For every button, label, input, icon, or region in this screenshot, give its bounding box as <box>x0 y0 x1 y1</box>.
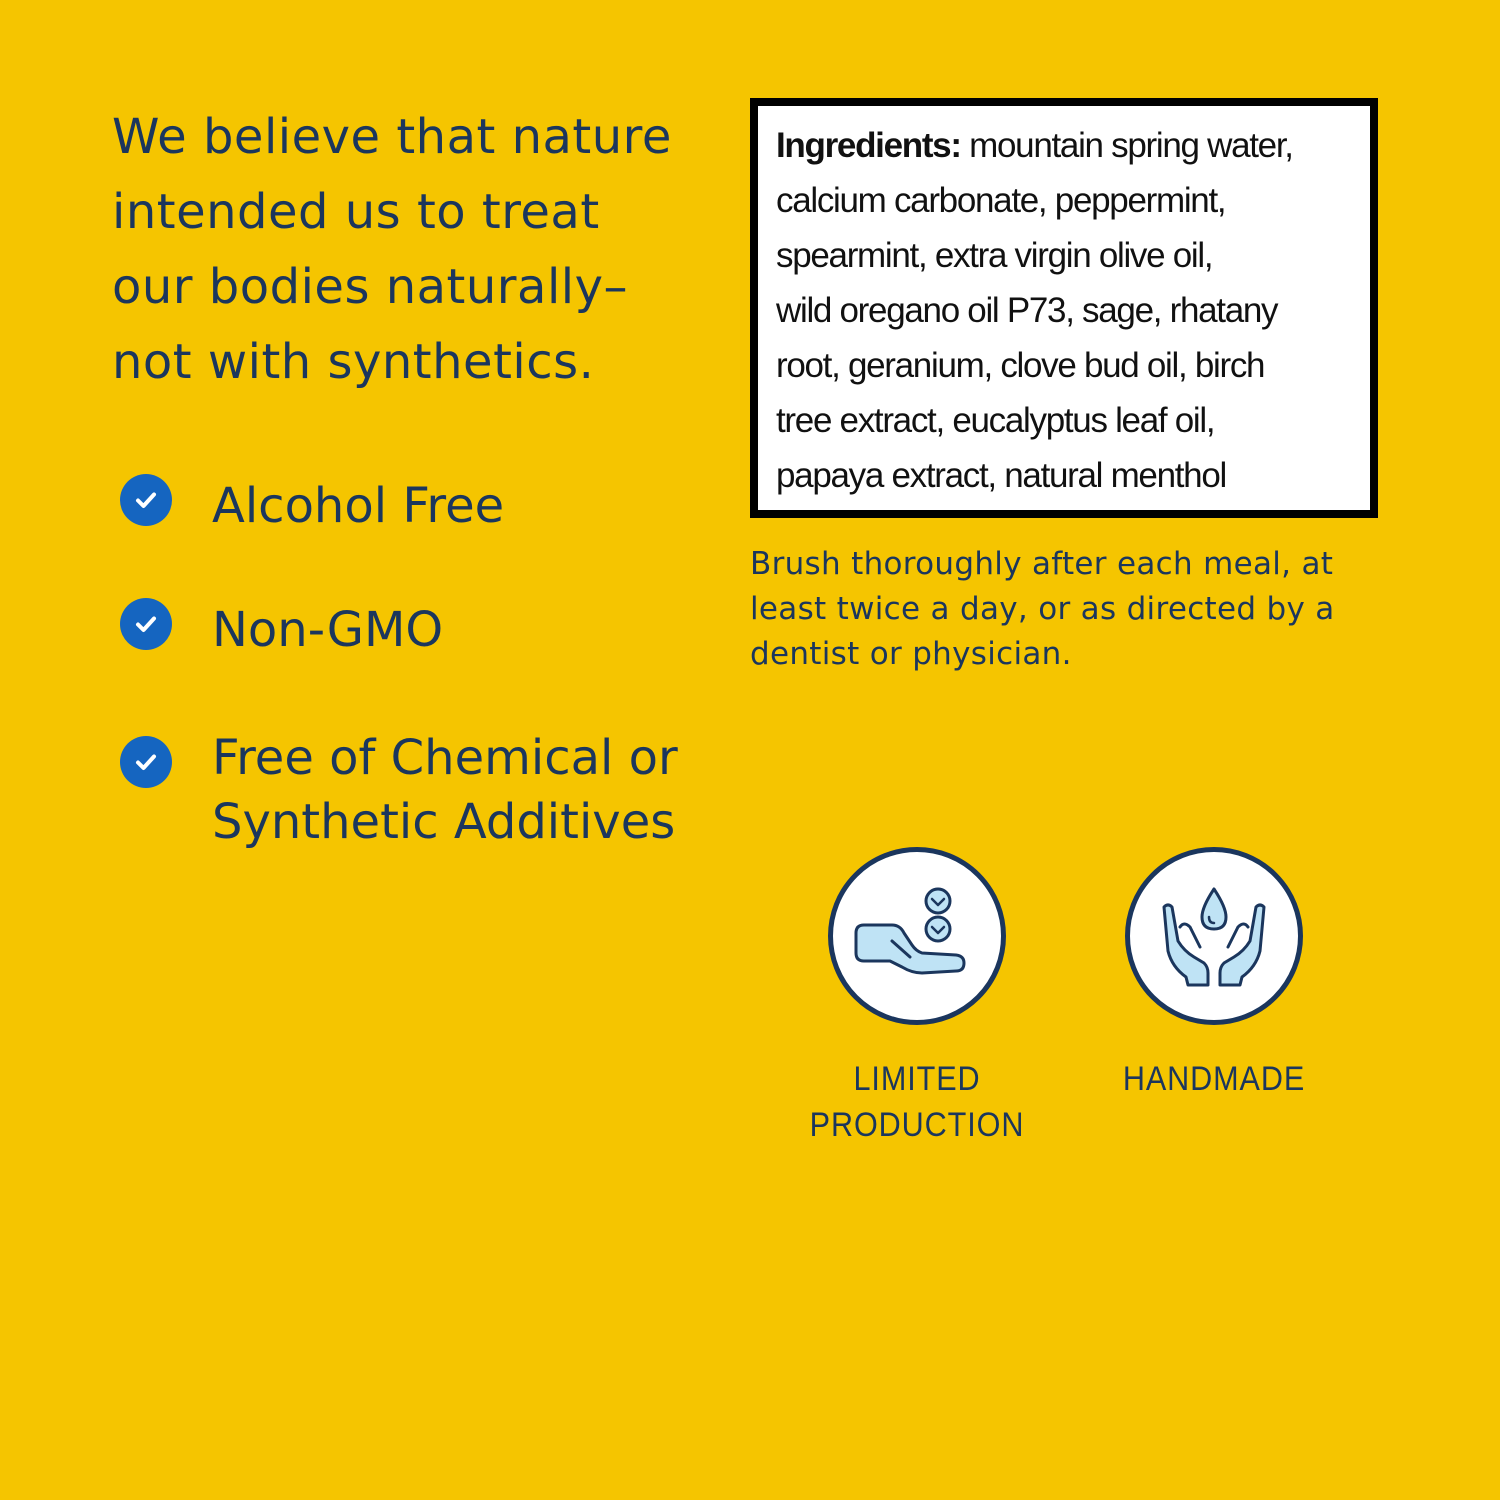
ingredients-line: wild oregano oil P73, sage, rhatany <box>776 291 1278 330</box>
ingredients-line: calcium carbonate, peppermint, <box>776 181 1226 220</box>
ingredients-label: Ingredients: <box>776 126 961 165</box>
tagline-line: not with synthetics. <box>112 334 595 390</box>
hand-with-coins-icon <box>852 881 982 991</box>
feature-label <box>212 598 443 662</box>
checkmark-icon <box>120 474 172 526</box>
feature-item-no-additives <box>120 726 678 854</box>
feature-label-line: Non-GMO <box>212 602 444 658</box>
badge-label-line: PRODUCTION <box>809 1106 1025 1144</box>
feature-label-line: Alcohol Free <box>212 478 505 534</box>
directions-line: dentist or physician. <box>750 636 1072 672</box>
directions-line: least twice a day, or as directed by a <box>750 591 1335 627</box>
feature-label <box>212 474 504 538</box>
badge-label-line: LIMITED <box>853 1060 981 1098</box>
handmade-label <box>1097 1056 1331 1102</box>
ingredients-line: papaya extract, natural menthol <box>776 456 1226 495</box>
ingredients-line: mountain spring water, <box>969 126 1293 165</box>
feature-item-non-gmo <box>120 598 443 662</box>
ingredients-line: root, geranium, clove bud oil, birch <box>776 346 1265 385</box>
badge-label-line: HANDMADE <box>1122 1060 1306 1098</box>
feature-label <box>212 726 678 854</box>
limited-production-label <box>800 1056 1034 1148</box>
tagline-line: intended us to treat <box>112 184 600 240</box>
feature-label-line: Synthetic Additives <box>212 794 676 850</box>
tagline-line: our bodies naturally– <box>112 259 629 315</box>
tagline-line: We believe that nature <box>112 109 672 165</box>
ingredients-line: spearmint, extra virgin olive oil, <box>776 236 1213 275</box>
checkmark-icon <box>120 736 172 788</box>
ingredients-line: tree extract, eucalyptus leaf oil, <box>776 401 1215 440</box>
handmade-badge <box>1125 847 1303 1025</box>
feature-item-alcohol-free <box>120 474 504 538</box>
ingredients-row <box>776 118 1352 173</box>
tagline <box>112 100 712 400</box>
directions-line: Brush thoroughly after each meal, at <box>750 546 1334 582</box>
tagline-block <box>112 100 712 400</box>
ingredients-box <box>750 98 1378 518</box>
limited-production-badge <box>828 847 1006 1025</box>
feature-label-line: Free of Chemical or <box>212 730 678 786</box>
hands-with-drop-icon <box>1154 881 1274 991</box>
checkmark-icon <box>120 598 172 650</box>
directions-text <box>750 542 1390 677</box>
